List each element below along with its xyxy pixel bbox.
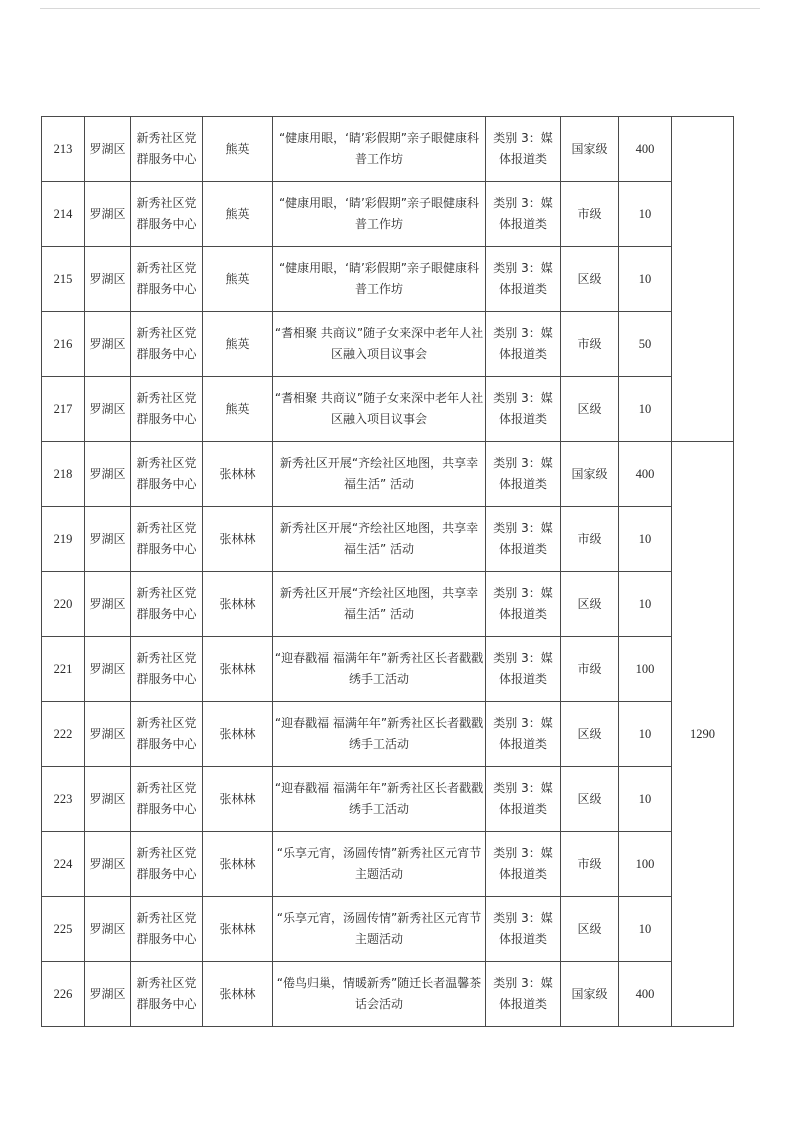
person-cell: 熊英: [203, 182, 273, 247]
activity-title-cell: 新秀社区开展“齐绘社区地图，共享幸福生活” 活动: [273, 572, 486, 637]
row-number: 213: [42, 117, 85, 182]
person-cell: 熊英: [203, 377, 273, 442]
table-body: [42, 117, 734, 1027]
district-cell: 罗湖区: [85, 377, 131, 442]
row-number: 218: [42, 442, 85, 507]
amount-cell: 100: [619, 637, 672, 702]
table-row: [42, 572, 734, 637]
category-cell: 类别 3：媒体报道类: [486, 637, 561, 702]
person-cell: 张林林: [203, 702, 273, 767]
amount-cell: 50: [619, 312, 672, 377]
level-cell: 市级: [561, 182, 619, 247]
category-cell: 类别 3：媒体报道类: [486, 377, 561, 442]
group-total-cell: [672, 117, 734, 442]
unit-cell: 新秀社区党群服务中心: [131, 182, 203, 247]
table-row: [42, 117, 734, 182]
activity-title-cell: 新秀社区开展“齐绘社区地图，共享幸福生活” 活动: [273, 442, 486, 507]
level-cell: 国家级: [561, 442, 619, 507]
amount-cell: 100: [619, 832, 672, 897]
person-cell: 张林林: [203, 832, 273, 897]
page-top-rule: [40, 8, 760, 9]
amount-cell: 10: [619, 247, 672, 312]
level-cell: 国家级: [561, 117, 619, 182]
table-row: [42, 442, 734, 507]
level-cell: 市级: [561, 507, 619, 572]
category-cell: 类别 3：媒体报道类: [486, 442, 561, 507]
district-cell: 罗湖区: [85, 182, 131, 247]
category-cell: 类别 3：媒体报道类: [486, 702, 561, 767]
unit-cell: 新秀社区党群服务中心: [131, 442, 203, 507]
person-cell: 张林林: [203, 572, 273, 637]
amount-cell: 400: [619, 442, 672, 507]
level-cell: 市级: [561, 312, 619, 377]
person-cell: 张林林: [203, 897, 273, 962]
amount-cell: 400: [619, 117, 672, 182]
person-cell: 张林林: [203, 442, 273, 507]
category-cell: 类别 3：媒体报道类: [486, 247, 561, 312]
group-total-cell: 1290: [672, 442, 734, 1027]
row-number: 215: [42, 247, 85, 312]
district-cell: 罗湖区: [85, 312, 131, 377]
row-number: 221: [42, 637, 85, 702]
table-row: [42, 702, 734, 767]
table-row: [42, 247, 734, 312]
row-number: 222: [42, 702, 85, 767]
person-cell: 熊英: [203, 117, 273, 182]
unit-cell: 新秀社区党群服务中心: [131, 897, 203, 962]
unit-cell: 新秀社区党群服务中心: [131, 117, 203, 182]
table-row: [42, 832, 734, 897]
category-cell: 类别 3：媒体报道类: [486, 832, 561, 897]
unit-cell: 新秀社区党群服务中心: [131, 572, 203, 637]
category-cell: 类别 3：媒体报道类: [486, 572, 561, 637]
table-row: [42, 767, 734, 832]
row-number: 225: [42, 897, 85, 962]
unit-cell: 新秀社区党群服务中心: [131, 247, 203, 312]
amount-cell: 10: [619, 767, 672, 832]
amount-cell: 10: [619, 702, 672, 767]
unit-cell: 新秀社区党群服务中心: [131, 767, 203, 832]
district-cell: 罗湖区: [85, 572, 131, 637]
row-number: 216: [42, 312, 85, 377]
category-cell: 类别 3：媒体报道类: [486, 507, 561, 572]
district-cell: 罗湖区: [85, 507, 131, 572]
amount-cell: 10: [619, 507, 672, 572]
district-cell: 罗湖区: [85, 247, 131, 312]
row-number: 220: [42, 572, 85, 637]
activity-title-cell: “健康用眼，‘睛’彩假期”亲子眼健康科普工作坊: [273, 247, 486, 312]
category-cell: 类别 3：媒体报道类: [486, 767, 561, 832]
row-number: 219: [42, 507, 85, 572]
unit-cell: 新秀社区党群服务中心: [131, 312, 203, 377]
person-cell: 张林林: [203, 637, 273, 702]
row-number: 223: [42, 767, 85, 832]
unit-cell: 新秀社区党群服务中心: [131, 637, 203, 702]
person-cell: 熊英: [203, 312, 273, 377]
level-cell: 区级: [561, 377, 619, 442]
amount-cell: 10: [619, 897, 672, 962]
person-cell: 张林林: [203, 767, 273, 832]
activity-title-cell: “迎春戳福 福满年年”新秀社区长者戳戳绣手工活动: [273, 702, 486, 767]
district-cell: 罗湖区: [85, 702, 131, 767]
row-number: 217: [42, 377, 85, 442]
activity-title-cell: “乐享元宵，汤圆传情”新秀社区元宵节主题活动: [273, 897, 486, 962]
amount-cell: 10: [619, 377, 672, 442]
activity-title-cell: “迎春戳福 福满年年”新秀社区长者戳戳绣手工活动: [273, 767, 486, 832]
table-row: [42, 962, 734, 1027]
level-cell: 区级: [561, 897, 619, 962]
category-cell: 类别 3：媒体报道类: [486, 182, 561, 247]
activity-title-cell: “乐享元宵，汤圆传情”新秀社区元宵节主题活动: [273, 832, 486, 897]
category-cell: 类别 3：媒体报道类: [486, 897, 561, 962]
table-row: [42, 312, 734, 377]
category-cell: 类别 3：媒体报道类: [486, 117, 561, 182]
amount-cell: 10: [619, 182, 672, 247]
district-cell: 罗湖区: [85, 767, 131, 832]
unit-cell: 新秀社区党群服务中心: [131, 377, 203, 442]
table-row: [42, 637, 734, 702]
activity-title-cell: “迎春戳福 福满年年”新秀社区长者戳戳绣手工活动: [273, 637, 486, 702]
row-number: 226: [42, 962, 85, 1027]
person-cell: 张林林: [203, 962, 273, 1027]
district-cell: 罗湖区: [85, 117, 131, 182]
row-number: 214: [42, 182, 85, 247]
person-cell: 熊英: [203, 247, 273, 312]
category-cell: 类别 3：媒体报道类: [486, 312, 561, 377]
activity-title-cell: “倦鸟归巢，情暖新秀”随迁长者温馨茶话会活动: [273, 962, 486, 1027]
level-cell: 区级: [561, 572, 619, 637]
level-cell: 市级: [561, 832, 619, 897]
level-cell: 市级: [561, 637, 619, 702]
unit-cell: 新秀社区党群服务中心: [131, 702, 203, 767]
activity-title-cell: 新秀社区开展“齐绘社区地图，共享幸福生活” 活动: [273, 507, 486, 572]
district-cell: 罗湖区: [85, 832, 131, 897]
activity-title-cell: “健康用眼，‘睛’彩假期”亲子眼健康科普工作坊: [273, 117, 486, 182]
district-cell: 罗湖区: [85, 442, 131, 507]
unit-cell: 新秀社区党群服务中心: [131, 962, 203, 1027]
amount-cell: 10: [619, 572, 672, 637]
level-cell: 区级: [561, 767, 619, 832]
award-table: [41, 116, 734, 1027]
unit-cell: 新秀社区党群服务中心: [131, 832, 203, 897]
table-row: [42, 507, 734, 572]
amount-cell: 400: [619, 962, 672, 1027]
activity-title-cell: “耆相聚 共商议”随子女来深中老年人社区融入项目议事会: [273, 377, 486, 442]
activity-title-cell: “健康用眼，‘睛’彩假期”亲子眼健康科普工作坊: [273, 182, 486, 247]
person-cell: 张林林: [203, 507, 273, 572]
table-row: [42, 897, 734, 962]
level-cell: 区级: [561, 247, 619, 312]
unit-cell: 新秀社区党群服务中心: [131, 507, 203, 572]
category-cell: 类别 3：媒体报道类: [486, 962, 561, 1027]
activity-title-cell: “耆相聚 共商议”随子女来深中老年人社区融入项目议事会: [273, 312, 486, 377]
district-cell: 罗湖区: [85, 637, 131, 702]
row-number: 224: [42, 832, 85, 897]
district-cell: 罗湖区: [85, 897, 131, 962]
district-cell: 罗湖区: [85, 962, 131, 1027]
table-row: [42, 182, 734, 247]
table-row: [42, 377, 734, 442]
level-cell: 区级: [561, 702, 619, 767]
level-cell: 国家级: [561, 962, 619, 1027]
